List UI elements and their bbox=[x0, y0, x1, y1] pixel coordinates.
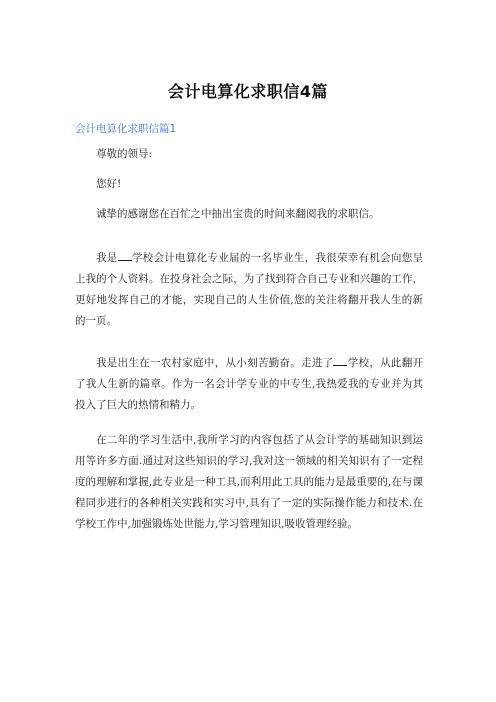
paragraph-background bbox=[75, 353, 423, 416]
paragraph-intro-start: 我是 bbox=[96, 252, 118, 264]
section-heading: 会计电算化求职信篇1 bbox=[75, 123, 177, 135]
paragraph-thanks: 诚挚的感谢您在百忙之中抽出宝贵的时间来翻阅我的求职信。 bbox=[96, 208, 380, 220]
document-title: 会计电算化求职信4篇 bbox=[167, 82, 329, 101]
salutation: 尊敬的领导: bbox=[96, 148, 153, 160]
paragraph-background-start: 我是出生在一农村家庭中，从小刻苦勤奋。走进了 bbox=[96, 357, 334, 369]
fill-in-blank bbox=[118, 249, 132, 261]
paragraph-intro-rest: 学校会计电算化专业届的一名毕业生，我很荣幸有机会向您呈上我的个人资料。在投身社会之际，为了找到符合自己专业和兴趣的工作，更好地发挥自己的才能，实现自己的人生价值,您的关注将翻开我人生的新的一页。 bbox=[75, 252, 424, 327]
fill-in-blank bbox=[333, 354, 347, 366]
paragraph-study: 在二年的学习生活中,我所学习的内容包括了从会计学的基础知识到运用等许多方面.通过对这些知识的学习,我对这一领域的相关知识有了一定程度的理解和掌握,此专业是一种工具,而利用此工具的能力是最重要的,在与课程同步进行的各种相关实践和实习中,具有了一定的实际操作能力和技术.在学校工作中,加强锻炼处世能力,学习管理知识,吸收管理经验。 bbox=[75, 434, 423, 530]
paragraph-intro bbox=[75, 248, 423, 332]
greeting: 您好! bbox=[96, 178, 122, 190]
paragraph-background-rest: 学校，从此翻开了我人生新的篇章。作为一名会计学专业的中专生,我热爱我的专业并为其投入了巨大的热情和精力。 bbox=[75, 357, 424, 411]
